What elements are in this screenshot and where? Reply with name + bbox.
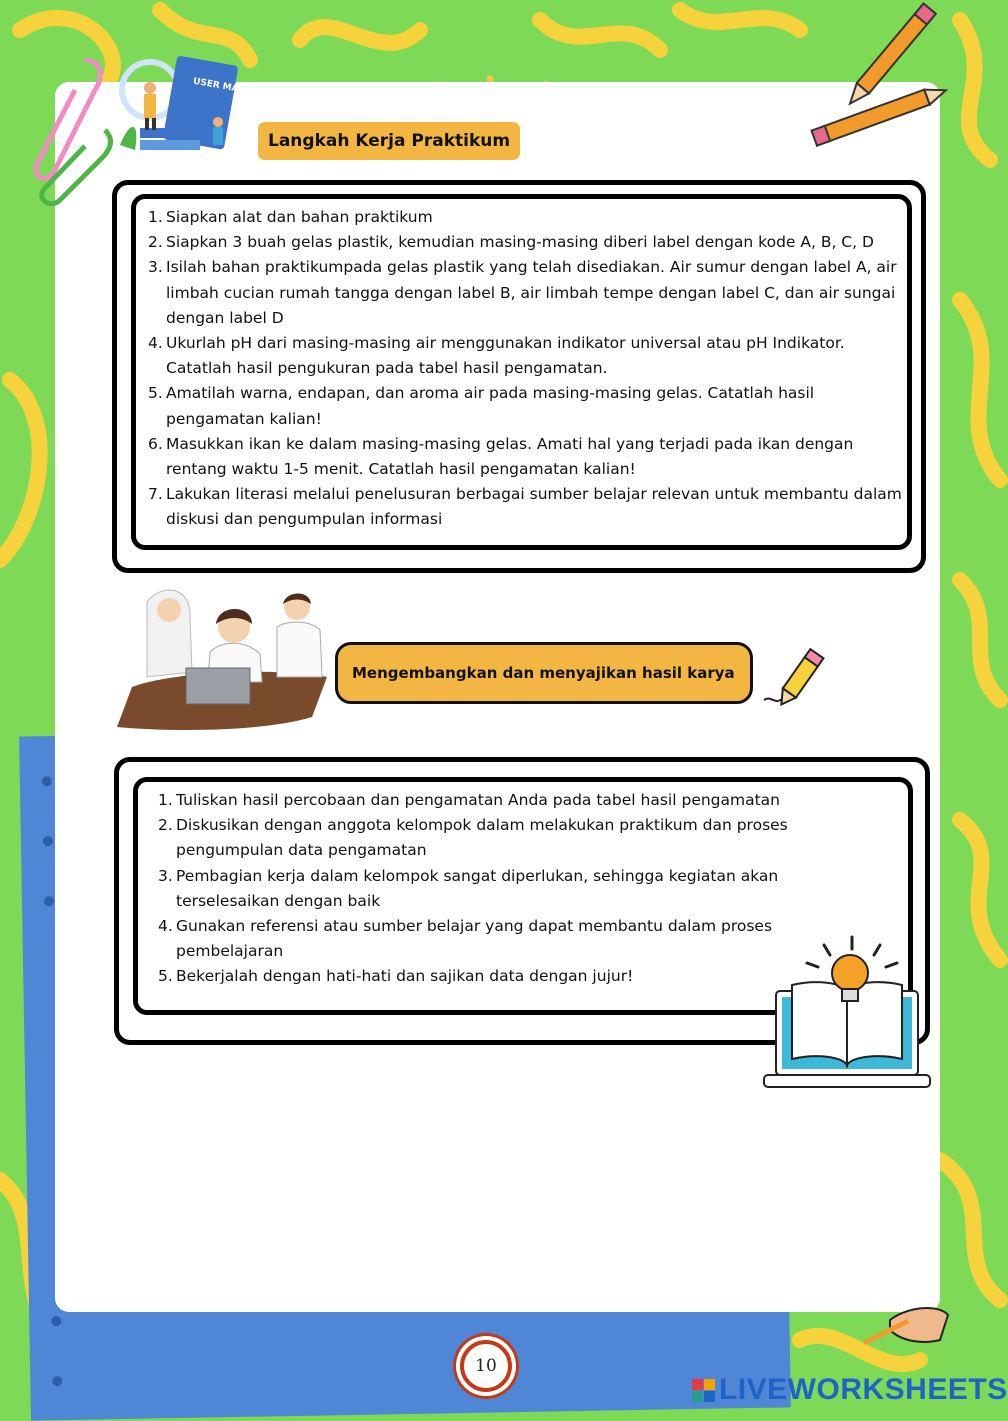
list-item: 4. Ukurlah pH dari masing-masing air menggunakan indikator universal atau pH Indikator. Catatlah hasil pengukuran pada tabel hasil pengamatan. [148, 334, 845, 378]
brand-mark-icon [692, 1379, 715, 1402]
writing-hand-icon [860, 1295, 950, 1350]
list-item: 2. Siapkan 3 buah gelas plastik, kemudian masing-masing diberi label dengan kode A, B, C, D [148, 233, 874, 252]
students-illustration [112, 582, 334, 737]
paperclip-icon [30, 50, 120, 210]
manual-title-line-1: USER MANUAL [192, 76, 267, 100]
list-item: 6. Masukkan ikan ke dalam masing-masing gelas. Amati hal yang terjadi pada ikan dengan rentang waktu 1-5 menit. Catatlah hasil pengamatan kalian! [148, 434, 854, 479]
list-item: 3. Pembagian kerja dalam kelompok sangat diperlukan, sehingga kegiatan akan terselesaikan dengan baik [158, 866, 779, 910]
pencil-icon [805, 0, 955, 140]
list-item: 5. Amatilah warna, endapan, dan aroma air pada masing-masing gelas. Catatlah hasil pengamatan kalian! [148, 384, 815, 428]
list-item: 2. Diskusikan dengan anggota kelompok dalam melakukan praktikum dan proses pengumpulan data pengamatan [158, 816, 788, 860]
steps-list [148, 205, 908, 533]
list-item: 4. Gunakan referensi atau sumber belajar yang dapat membantu dalam proses pembelajaran [158, 917, 773, 961]
section-title-steps: Langkah Kerja Praktikum [258, 122, 520, 160]
section-title-results: Mengembangkan dan menyajikan hasil karya [335, 642, 753, 704]
list-item: 1. Siapkan alat dan bahan praktikum [148, 208, 433, 226]
list-item: 3. Isilah bahan praktikumpada gelas plastik yang telah disediakan. Air sumur dengan label A, air limbah cucian rumah tangga dengan label B, air limbah tempe dengan label C, dan air sungai dengan label D [148, 258, 897, 327]
list-item: 1. Tuliskan hasil percobaan dan pengamatan Anda pada tabel hasil pengamatan [158, 791, 781, 809]
laptop-book-lightbulb-icon [762, 935, 932, 1095]
user-manual-illustration [110, 50, 267, 160]
brand-logo [692, 1370, 1008, 1410]
list-item: 7. Lakukan literasi melalui penelusuran berbagai sumber belajar relevan untuk membantu dalam diskusi dan pengumpulan informasi [148, 485, 902, 529]
pencil-icon [762, 645, 834, 707]
brand-name: LIVEWORKSHEETS [719, 1373, 1008, 1406]
list-item: 5. Bekerjalah dengan hati-hati dan sajikan data dengan jujur! [158, 967, 634, 986]
page-number: 10 [460, 1340, 512, 1392]
results-list [158, 788, 818, 990]
